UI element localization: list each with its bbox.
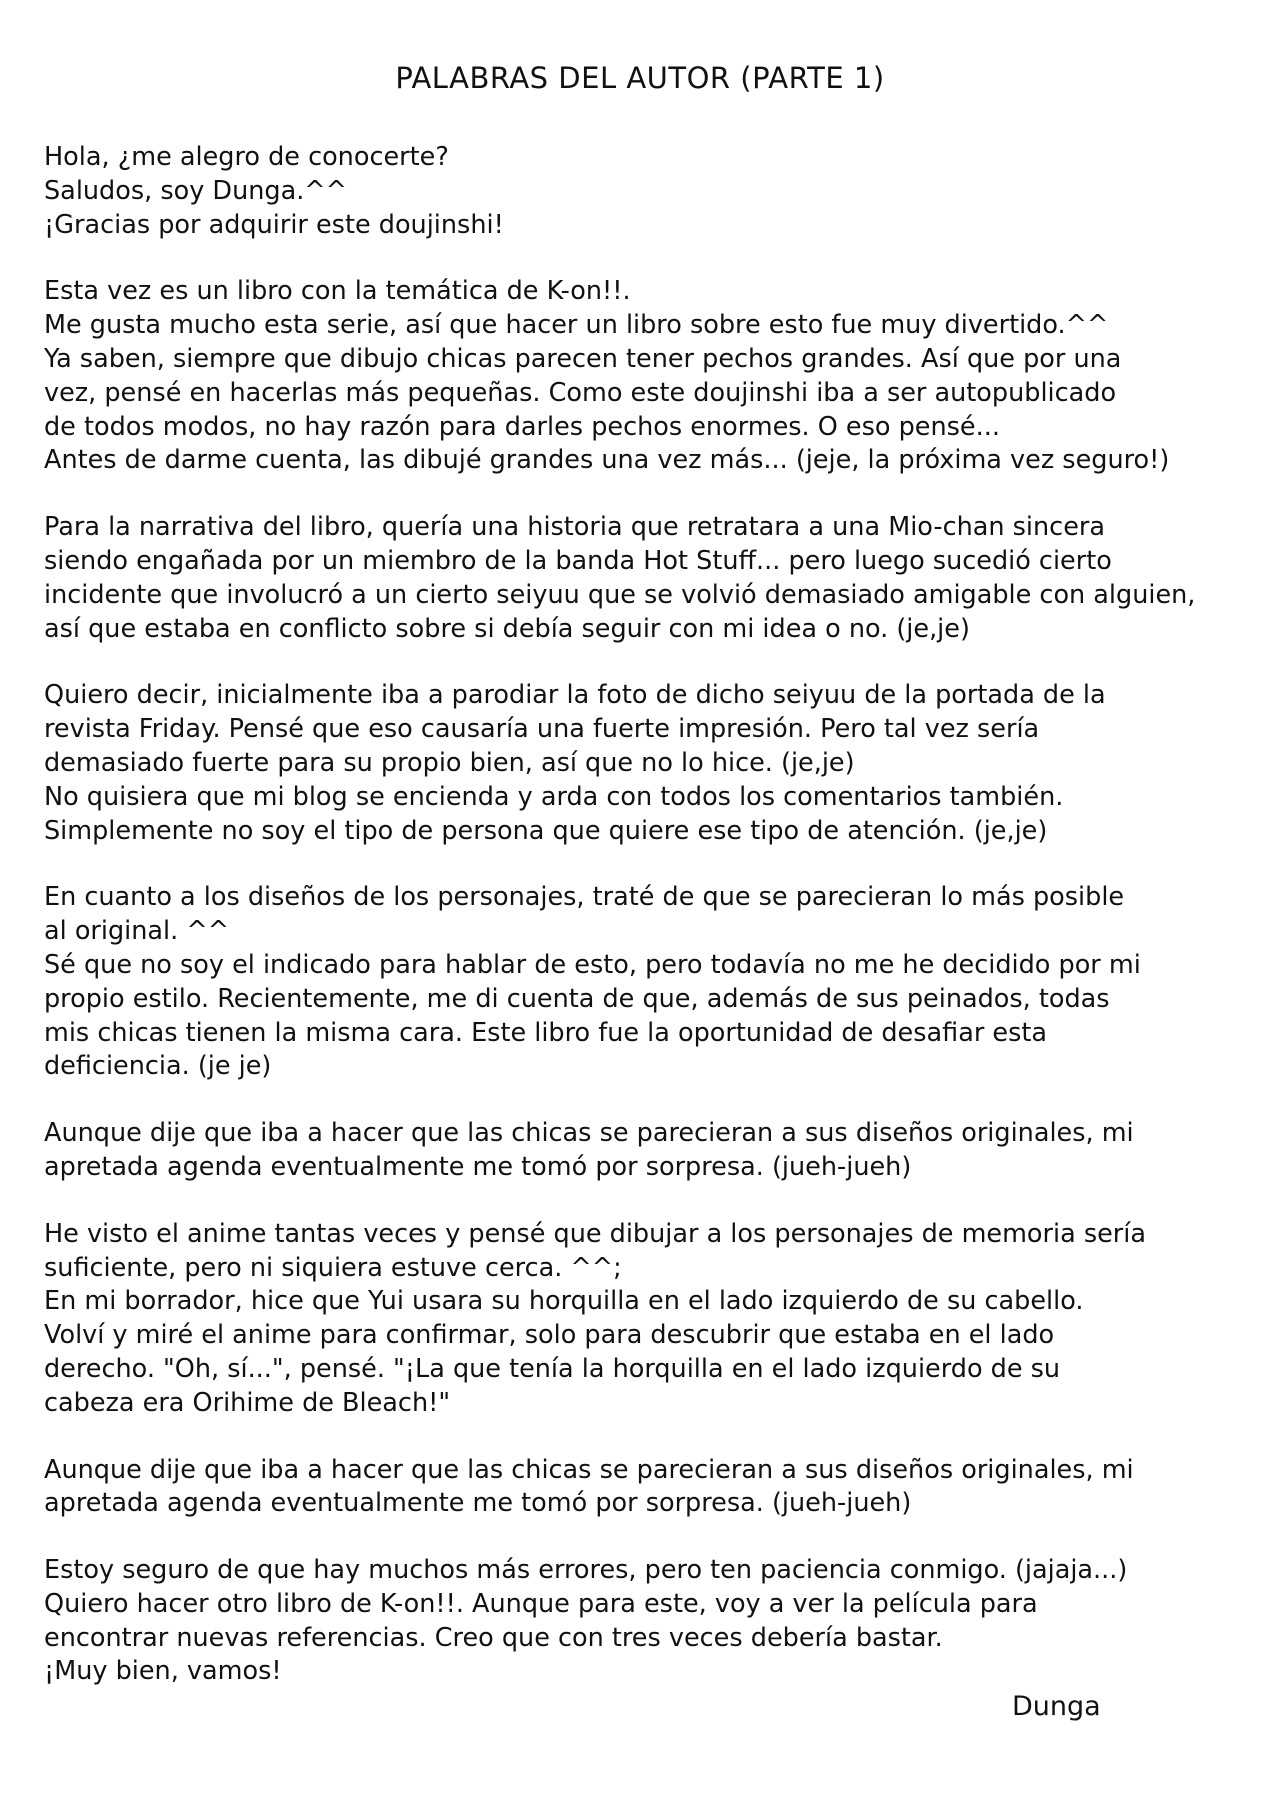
paragraph-schedule-repeat <box>44 1454 1244 1522</box>
text-line: Antes de darme cuenta, las dibujé grandes una vez más... (jeje, la próxima vez seguro!) <box>44 445 1170 476</box>
text-line: vez, pensé en hacerlas más pequeñas. Como este doujinshi iba a ser autopublicado <box>44 377 1117 408</box>
paragraph-closing <box>44 1554 1244 1689</box>
text-line: En cuanto a los diseños de los personajes, traté de que se parecieran lo más posible <box>44 882 1125 913</box>
text-line: Me gusta mucho esta serie, así que hacer un libro sobre esto fue muy divertido.^^ <box>44 310 1109 341</box>
text-line: Saludos, soy Dunga.^^ <box>44 175 348 206</box>
text-line: Aunque dije que iba a hacer que las chicas se parecieran a sus diseños originales, mi <box>44 1118 1134 1149</box>
text-line: cabeza era Orihime de Bleach!" <box>44 1387 451 1418</box>
page-title: PALABRAS DEL AUTOR (PARTE 1) <box>395 61 885 95</box>
text-line: Aunque dije que iba a hacer que las chicas se parecieran a sus diseños originales, mi <box>44 1454 1134 1485</box>
text-line: apretada agenda eventualmente me tomó por sorpresa. (jueh-jueh) <box>44 1488 912 1519</box>
document-body <box>44 141 1244 1722</box>
text-line: No quisiera que mi blog se encienda y arda con todos los comentarios también. <box>44 781 1064 812</box>
text-line: mis chicas tienen la misma cara. Este libro fue la oportunidad de desafiar esta <box>44 1017 1048 1048</box>
paragraph-theme <box>44 275 1244 478</box>
text-line: Sé que no soy el indicado para hablar de esto, pero todavía no me he decidido por mi <box>44 949 1141 980</box>
paragraph-parody <box>44 679 1244 848</box>
author-signature: Dunga <box>1012 1691 1101 1722</box>
text-line: Para la narrativa del libro, quería una historia que retratara a una Mio-chan sincera <box>44 512 1105 543</box>
text-line: suficiente, pero ni siquiera estuve cerca. ^^; <box>44 1252 622 1283</box>
text-line: así que estaba en conflicto sobre si debía seguir con mi idea o no. (je,je) <box>44 613 970 644</box>
text-line: Volví y miré el anime para confirmar, solo para descubrir que estaba en el lado <box>44 1320 1055 1351</box>
text-line: Hola, ¿me alegro de conocerte? <box>44 142 449 172</box>
paragraph-anime-memory <box>44 1218 1244 1421</box>
text-line: deficiencia. (je je) <box>44 1051 272 1082</box>
text-line: revista Friday. Pensé que eso causaría una fuerte impresión. Pero tal vez sería <box>44 714 1040 745</box>
paragraph-narrative <box>44 511 1244 646</box>
text-line: Quiero hacer otro libro de K-on!!. Aunque para este, voy a ver la película para <box>44 1588 1038 1619</box>
text-line: apretada agenda eventualmente me tomó por sorpresa. (jueh-jueh) <box>44 1151 912 1182</box>
paragraph-greeting <box>44 141 1244 242</box>
text-line: Quiero decir, inicialmente iba a parodiar la foto de dicho seiyuu de la portada de la <box>44 680 1106 711</box>
text-line: al original. ^^ <box>44 916 230 947</box>
text-line: ¡Gracias por adquirir este doujinshi! <box>44 209 504 240</box>
text-line: Esta vez es un libro con la temática de K-on!!. <box>44 276 631 307</box>
text-line: Simplemente no soy el tipo de persona que quiere ese tipo de atención. (je,je) <box>44 815 1048 846</box>
text-line: demasiado fuerte para su propio bien, así que no lo hice. (je,je) <box>44 747 855 778</box>
paragraph-character-designs <box>44 881 1244 1084</box>
paragraph-schedule <box>44 1117 1244 1185</box>
text-line: propio estilo. Recientemente, me di cuenta de que, además de sus peinados, todas <box>44 983 1110 1014</box>
text-line: ¡Muy bien, vamos! <box>44 1656 282 1687</box>
text-line: de todos modos, no hay razón para darles pechos enormes. O eso pensé... <box>44 411 1000 442</box>
text-line: encontrar nuevas referencias. Creo que con tres veces debería bastar. <box>44 1622 943 1653</box>
text-line: derecho. "Oh, sí...", pensé. "¡La que tenía la horquilla en el lado izquierdo de su <box>44 1353 1061 1384</box>
text-line: Estoy seguro de que hay muchos más errores, pero ten paciencia conmigo. (jajaja...) <box>44 1555 1128 1586</box>
text-line: Ya saben, siempre que dibujo chicas parecen tener pechos grandes. Así que por una <box>44 343 1122 374</box>
text-line: incidente que involucró a un cierto seiyuu que se volvió demasiado amigable con alguien, <box>44 579 1196 610</box>
text-line: He visto el anime tantas veces y pensé que dibujar a los personajes de memoria sería <box>44 1218 1147 1249</box>
text-line: En mi borrador, hice que Yui usara su horquilla en el lado izquierdo de su cabello. <box>44 1286 1084 1317</box>
text-line: siendo engañada por un miembro de la banda Hot Stuff... pero luego sucedió cierto <box>44 545 1112 576</box>
